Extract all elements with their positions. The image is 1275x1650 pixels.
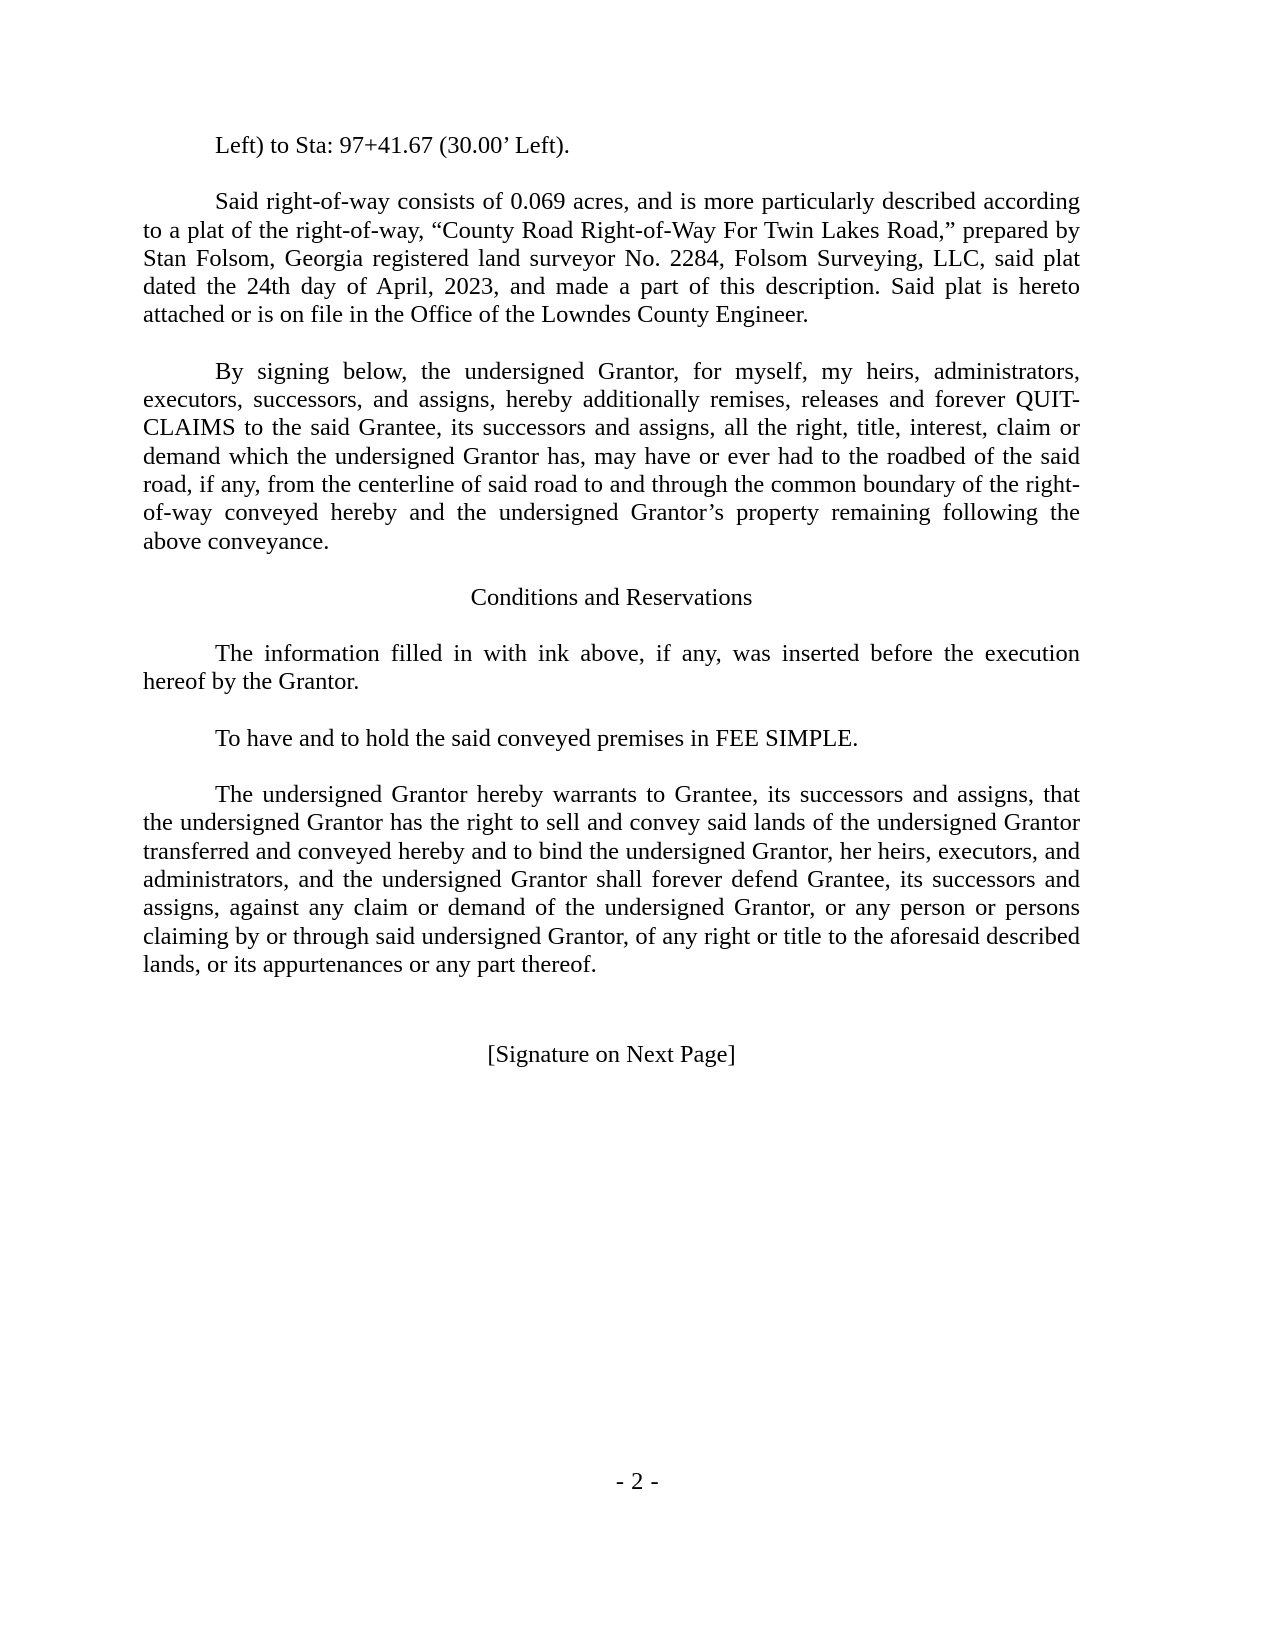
paragraph-continued-station-line: Left) to Sta: 97+41.67 (30.00’ Left). <box>215 132 570 159</box>
paragraph-ink-information-clause: The information filled in with ink above, if any, was inserted before the execution hereof by the Grantor. <box>143 640 1080 696</box>
heading-conditions-and-reservations: Conditions and Reservations <box>470 583 753 611</box>
paragraph-warranty-clause: The undersigned Grantor hereby warrants to Grantee, its successors and assigns, that the undersigned Grantor has the right to sell and convey said lands of the undersigned Grantor transferred and conveyed hereby and to bind the undersigned Grantor, her heirs, executors, and administrators, and the undersigned Grantor shall forever defend Grantee, its successors and assigns, against any claim or demand of the undersigned Grantor, or any person or persons claiming by or through said undersigned Grantor, of any right or title to the aforesaid described lands, or its appurtenances or any part thereof. <box>143 781 1080 978</box>
document-body <box>143 132 1080 1069</box>
paragraph-right-of-way-description: Said right-of-way consists of 0.069 acres, and is more particularly described according to a plat of the right-of-way, “County Road Right-of-Way For Twin Lakes Road,” prepared by Stan Folsom, Georgia registered land surveyor No. 2284, Folsom Surveying, LLC, said plat dated the 24th day of April, 2023, and made a part of this description. Said plat is hereto attached or is on file in the Office of the Lowndes County Engineer. <box>143 188 1080 329</box>
signature-on-next-page-note: [Signature on Next Page] <box>487 1041 736 1069</box>
paragraph-fee-simple-clause: To have and to hold the said conveyed premises in FEE SIMPLE. <box>215 724 859 752</box>
page-number-footer: - 2 - <box>615 1468 660 1495</box>
paragraph-quit-claim-clause: By signing below, the undersigned Grantor, for myself, my heirs, administrators, executors, successors, and assigns, hereby additionally remises, releases and forever QUIT-CLAIMS to the said Grantee, its successors and assigns, all the right, title, interest, claim or demand which the undersigned Grantor has, may have or ever had to the roadbed of the said road, if any, from the centerline of said road to and through the common boundary of the right-of-way conveyed hereby and the undersigned Grantor’s property remaining following the above conveyance. <box>143 357 1080 555</box>
